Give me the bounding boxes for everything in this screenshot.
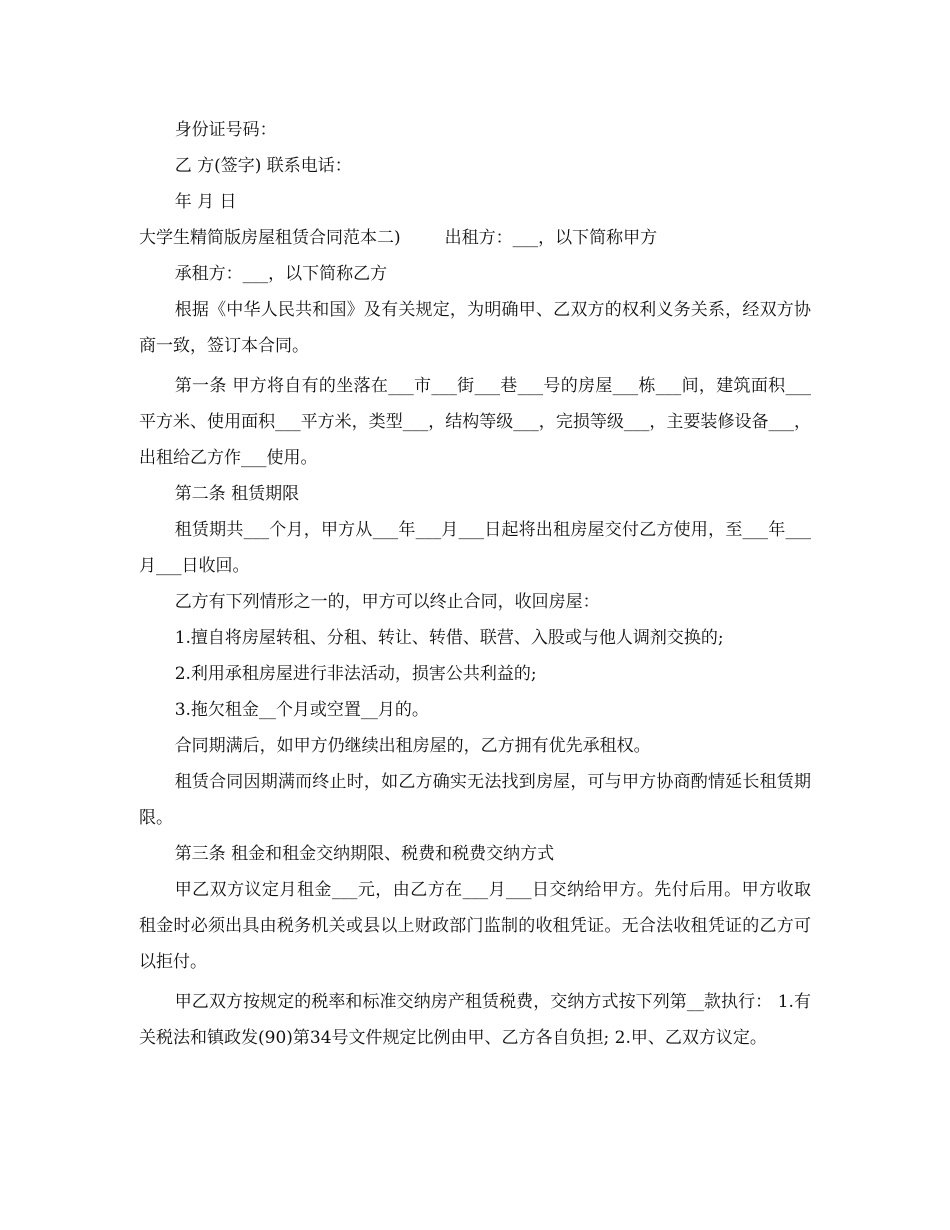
termination-item-2: 2.利用承租房屋进行非法活动，损害公共利益的; xyxy=(174,664,537,684)
lessor-line: 出租方：___，以下简称甲方 xyxy=(444,228,658,248)
lessee-line: 承租方：___，以下简称乙方 xyxy=(174,264,388,284)
termination-item-1: 1.擅自将房屋转租、分租、转让、转借、联营、入股或与他人调剂交换的; xyxy=(174,628,724,648)
lessee-signature-line: 乙 方(签字) 联系电话： xyxy=(174,156,352,176)
article-2-term-paragraph: 租赁期共___个月，甲方从___年___月___日起将出租房屋交付乙方使用，至___年___月___日收回。 xyxy=(139,520,811,576)
contract-title: 大学生精简版房屋租赁合同范本二) xyxy=(139,228,401,248)
article-3-heading: 第三条 租金和租金交纳期限、税费和税费交纳方式 xyxy=(174,844,555,864)
intro-paragraph: 根据《中华人民共和国》及有关规定，为明确甲、乙双方的权利义务关系，经双方协商一致，签订本合同。 xyxy=(139,300,811,356)
id-number-line: 身份证号码： xyxy=(174,120,277,140)
article-1-paragraph: 第一条 甲方将自有的坐落在___市___街___巷___号的房屋___栋___间，建筑面积___平方米、使用面积___平方米，类型___，结构等级___，完损等级___，主要装修设备___，出租给乙方作___使用。 xyxy=(139,376,811,468)
article-2-termination-paragraph: 乙方有下列情形之一的，甲方可以终止合同，收回房屋： xyxy=(174,592,600,612)
document-body xyxy=(139,112,811,1056)
termination-item-3: 3.拖欠租金__个月或空置__月的。 xyxy=(174,700,429,720)
contract-title-line xyxy=(139,220,811,256)
article-3-rent-paragraph: 甲乙双方议定月租金___元，由乙方在___月___日交纳给甲方。先付后用。甲方收取租金时必须出具由税务机关或县以上财政部门监制的收租凭证。无合法收租凭证的乙方可以拒付。 xyxy=(139,880,811,972)
article-3-tax-paragraph: 甲乙双方按规定的税率和标准交纳房产租赁税费，交纳方式按下列第__款执行： 1.有关税法和镇政发(90)第34号文件规定比例由甲、乙方各自负担; 2.甲、乙双方议定。 xyxy=(139,992,811,1048)
article-2-priority-paragraph: 合同期满后，如甲方仍继续出租房屋的，乙方拥有优先承租权。 xyxy=(174,736,651,756)
article-2-heading: 第二条 租赁期限 xyxy=(174,484,300,504)
date-line: 年 月 日 xyxy=(174,192,237,212)
article-2-extension-paragraph: 租赁合同因期满而终止时，如乙方确实无法找到房屋，可与甲方协商酌情延长租赁期限。 xyxy=(139,772,811,828)
